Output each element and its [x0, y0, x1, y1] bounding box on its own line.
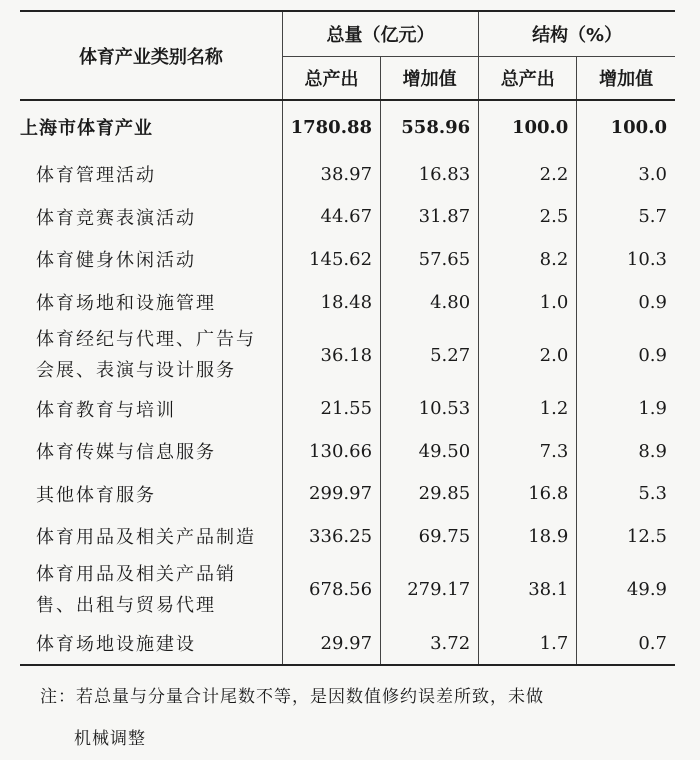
footnote-line-2: 机械调整	[74, 729, 146, 749]
column-header-output: 总产出	[282, 57, 380, 101]
column-header-value-added-pct: 增加值	[577, 57, 675, 101]
cell-value-added-pct: 49.9	[626, 579, 667, 601]
table-footnote	[40, 676, 650, 760]
cell-output: 678.56	[282, 558, 380, 622]
cell-output: 299.97	[282, 473, 380, 516]
cell-value-added: 16.83	[381, 153, 479, 196]
row-name-line-1: 体育经纪与代理、广告与	[36, 329, 256, 351]
cell-value-added: 49.50	[381, 430, 479, 473]
cell-output-pct: 38.1	[479, 558, 577, 622]
row-name: 体育场地和设施管理	[20, 281, 282, 324]
cell-value-added-pct: 5.7	[638, 206, 667, 228]
row-name-line-2: 会展、表演与设计服务	[36, 360, 236, 382]
table-row	[20, 515, 675, 558]
row-name	[20, 323, 282, 387]
cell-value-added-pct: 10.3	[626, 248, 667, 270]
cell-output-pct: 1.0	[479, 281, 577, 324]
row-name: 其他体育服务	[20, 473, 282, 516]
cell-output-pct: 2.2	[479, 153, 577, 196]
cell-output-pct: 7.3	[479, 430, 577, 473]
cell-value-added: 5.27	[381, 323, 479, 387]
cell-value-added: 69.75	[381, 515, 479, 558]
cell-value-added: 279.17	[381, 558, 479, 622]
row-name: 体育竞赛表演活动	[20, 196, 282, 239]
row-name: 体育场地设施建设	[20, 622, 282, 666]
table-row	[20, 622, 675, 666]
cell-output-pct: 2.0	[479, 323, 577, 387]
cell-value-added-pct: 5.3	[638, 483, 667, 505]
cell-output-pct: 18.9	[479, 515, 577, 558]
cell-value-added-pct: 0.7	[577, 622, 675, 666]
column-group-structure: 结构（%）	[479, 11, 675, 57]
table-row	[20, 281, 675, 324]
table-row	[20, 196, 675, 239]
sports-industry-table	[20, 10, 675, 666]
column-group-total: 总量（亿元）	[282, 11, 478, 57]
cell-output-pct: 8.2	[479, 238, 577, 281]
row-name-line-2: 售、出租与贸易代理	[36, 594, 216, 616]
cell-value-added: 29.85	[381, 473, 479, 516]
row-name: 上海市体育产业	[20, 100, 282, 153]
cell-output: 44.67	[282, 196, 380, 239]
cell-output-pct: 1.7	[479, 622, 577, 666]
cell-output: 21.55	[282, 387, 380, 430]
table-row	[20, 387, 675, 430]
cell-value-added: 57.65	[381, 238, 479, 281]
column-header-category: 体育产业类别名称	[20, 11, 282, 100]
row-name: 体育教育与培训	[20, 387, 282, 430]
cell-output: 38.97	[282, 153, 380, 196]
cell-value-added-pct: 0.9	[638, 291, 667, 313]
cell-value-added: 4.80	[381, 281, 479, 324]
cell-output: 36.18	[282, 323, 380, 387]
table-row	[20, 153, 675, 196]
cell-output-pct: 100.0	[479, 100, 577, 153]
cell-output: 29.97	[282, 622, 380, 666]
row-name: 体育管理活动	[20, 153, 282, 196]
cell-output: 336.25	[282, 515, 380, 558]
row-name: 体育健身休闲活动	[20, 238, 282, 281]
footnote-line-1: 注：若总量与分量合计尾数不等，是因数值修约误差所致，未做	[40, 687, 544, 707]
cell-value-added-pct: 8.9	[638, 440, 667, 462]
cell-output: 130.66	[282, 430, 380, 473]
cell-value-added: 31.87	[381, 196, 479, 239]
cell-output: 145.62	[282, 238, 380, 281]
table-row	[20, 430, 675, 473]
row-name	[20, 558, 282, 622]
cell-output-pct: 1.2	[479, 387, 577, 430]
table-row	[20, 558, 675, 622]
cell-value-added-pct: 100.0	[610, 116, 667, 138]
row-name-line-1: 体育用品及相关产品销	[36, 563, 236, 585]
cell-output-pct: 2.5	[479, 196, 577, 239]
cell-output-pct: 16.8	[479, 473, 577, 516]
table-row	[20, 323, 675, 387]
column-header-value-added: 增加值	[381, 57, 479, 101]
cell-value-added: 558.96	[381, 100, 479, 153]
cell-value-added-pct: 12.5	[626, 525, 667, 547]
cell-value-added-pct: 1.9	[638, 398, 667, 420]
table-row	[20, 473, 675, 516]
cell-value-added-pct: 3.0	[638, 163, 667, 185]
cell-output: 1780.88	[282, 100, 380, 153]
cell-value-added-pct: 0.9	[638, 344, 667, 366]
cell-value-added: 3.72	[381, 622, 479, 666]
cell-value-added: 10.53	[381, 387, 479, 430]
cell-output: 18.48	[282, 281, 380, 324]
row-name: 体育传媒与信息服务	[20, 430, 282, 473]
table-row-total	[20, 100, 675, 153]
column-header-output-pct: 总产出	[479, 57, 577, 101]
row-name: 体育用品及相关产品制造	[20, 515, 282, 558]
table-row	[20, 238, 675, 281]
